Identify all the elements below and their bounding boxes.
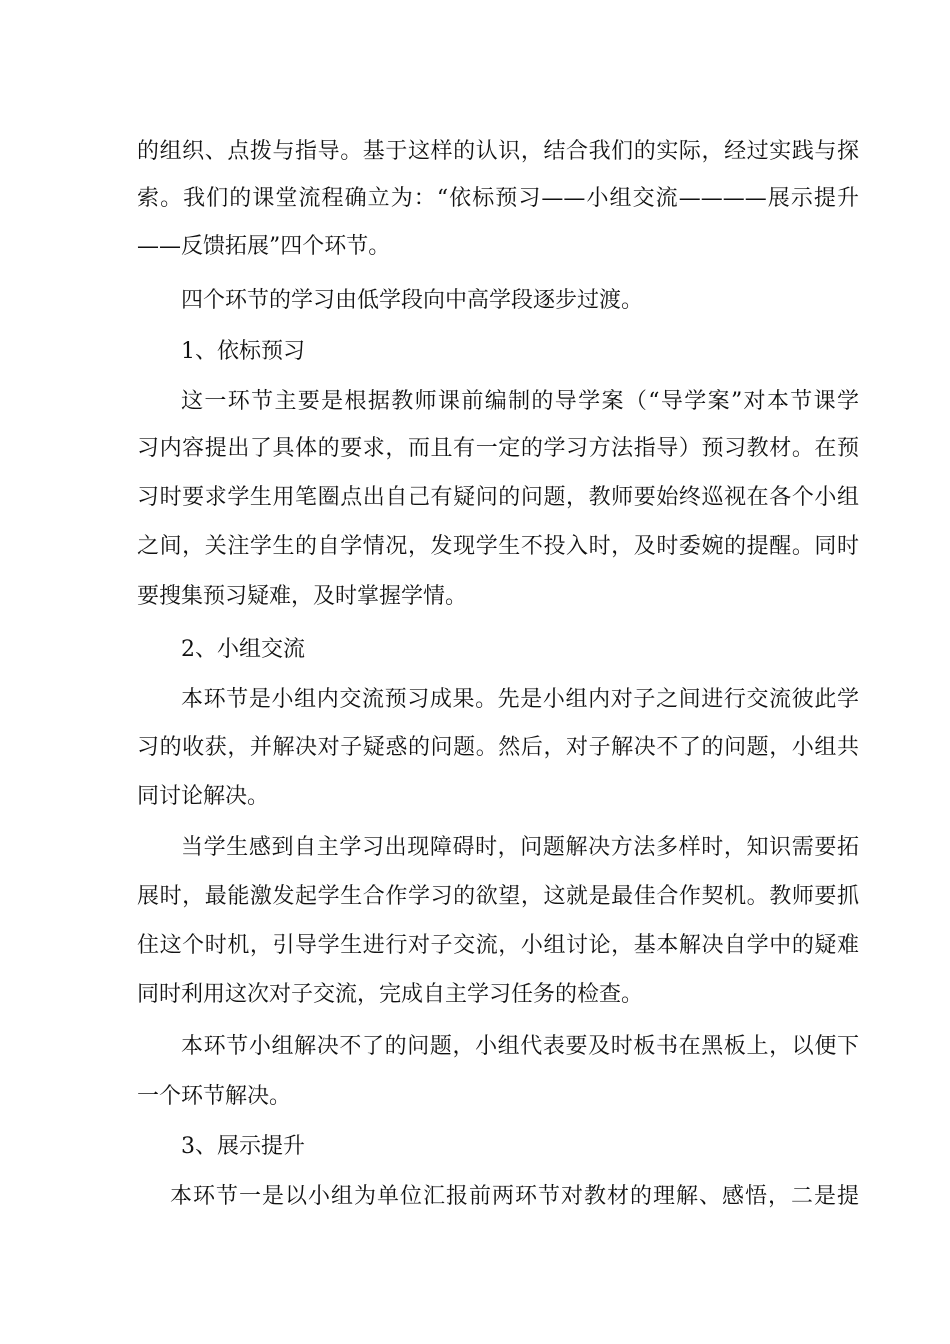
text-line: 这一环节主要是根据教师课前编制的导学案（“导学案”对本节课学 [181,389,859,414]
text-line: 本环节一是以小组为单位汇报前两环节对教材的理解、感悟，二是提 [170,1184,859,1209]
text-line: 当学生感到自主学习出现障碍时，问题解决方法多样时，知识需要拓 [181,835,859,860]
text-line: 本环节小组解决不了的问题，小组代表要及时板书在黑板上，以便下 [181,1034,859,1059]
text-line: 本环节是小组内交流预习成果。先是小组内对子之间进行交流彼此学 [181,687,859,712]
text-line: 习时要求学生用笔圈点出自己有疑问的问题，教师要始终巡视在各个小组 [137,485,859,510]
text-line: 展时，最能激发起学生合作学习的欲望，这就是最佳合作契机。教师要抓 [137,884,859,909]
text-line: 住这个时机，引导学生进行对子交流，小组讨论，基本解决自学中的疑难 [137,933,859,958]
text-line: 索。我们的课堂流程确立为：“依标预习——小组交流————展示提升 [137,186,859,211]
text-line: 四个环节的学习由低学段向中高学段逐步过渡。 [181,288,644,313]
text-line: 习的收获，并解决对子疑惑的问题。然后，对子解决不了的问题，小组共 [137,735,859,760]
text-line: 一个环节解决。 [137,1084,292,1109]
section-heading: 3、展示提升 [181,1134,305,1159]
text-line: ——反馈拓展”四个环节。 [137,234,391,259]
text-line: 同时利用这次对子交流，完成自主学习任务的检查。 [137,982,644,1007]
text-line: 习内容提出了具体的要求，而且有一定的学习方法指导）预习教材。在预 [137,436,859,461]
text-line: 要搜集预习疑难，及时掌握学情。 [137,584,468,609]
text-line: 之间，关注学生的自学情况，发现学生不投入时，及时委婉的提醒。同时 [137,534,859,559]
section-heading: 1、依标预习 [181,339,305,364]
text-line: 的组织、点拨与指导。基于这样的认识，结合我们的实际，经过实践与探 [137,139,859,164]
section-heading: 2、小组交流 [181,637,305,662]
text-line: 同讨论解决。 [137,784,270,809]
